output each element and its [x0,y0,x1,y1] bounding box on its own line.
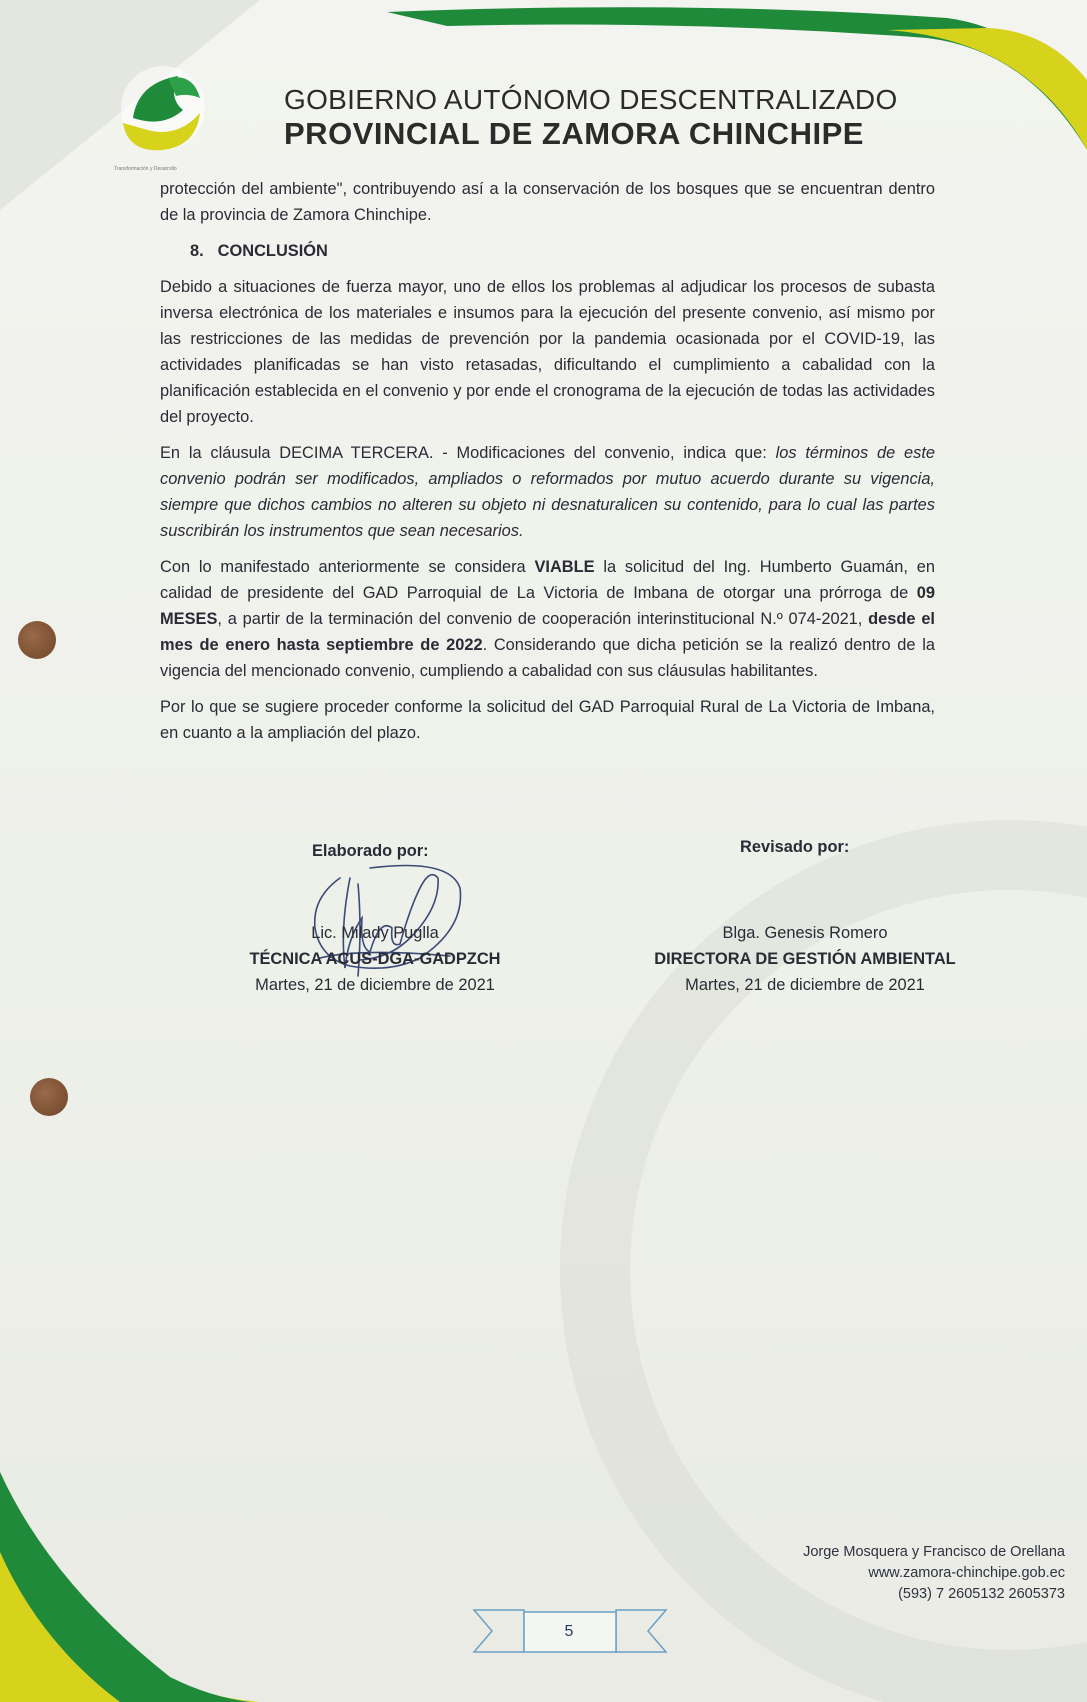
signer-name-right: Blga. Genesis Romero [722,924,888,942]
letterhead-line1: GOBIERNO AUTÓNOMO DESCENTRALIZADO [284,84,898,115]
footer-website: www.zamora-chinchipe.gob.ec [868,1565,1065,1581]
punch-hole-bottom [30,1078,68,1116]
section-number: 8. [190,242,204,260]
intro-paragraph: protección del ambiente", contribuyendo así a la conservación de los bosques que se encuentran dentro de la provincia de Zamora Chinchipe. [160,180,935,224]
section-heading [190,238,935,264]
p3-text-g: . Considerando que dicha petición se la realizó dentro de la vigencia del mencionado convenio, cumpliendo a cabalidad con sus cláusulas habilitantes. [160,636,935,680]
p3-text-c: la solicitud del Ing. Humberto Guamán, en calidad de presidente del GAD Parroquial de La Victoria de Imbana de otorgar una prórroga de [160,558,935,602]
logo-tagline: Transformación y Desarrollo [114,166,177,172]
letterhead-title [284,84,1004,152]
p3-text-e: , a partir de la terminación del convenio de cooperación interinstitucional N.º 074-2021, [217,610,869,628]
letterhead-line2: PROVINCIAL DE ZAMORA CHINCHIPE [284,116,864,151]
document-body [160,176,935,756]
signer-role-left: TÉCNICA ACUS-DGA-GADPZCH [249,950,501,968]
footer-phone: (593) 7 2605132 2605373 [898,1586,1065,1602]
paragraph-2 [160,440,935,544]
footer-swoosh [0,1472,260,1702]
paragraph-2-text: En la cláusula DECIMA TERCERA. - Modificaciones del convenio, indica que: [160,444,776,462]
paragraph-1: Debido a situaciones de fuerza mayor, uno de ellos los problemas al adjudicar los procesos de subasta inversa electrónica de los materiales e insumos para la ejecución del presente convenio, así mismo por las restricciones de las medidas de prevención por la pandemia ocasionada por el COVID-19, las actividades planificadas se han visto retasadas, dificultando el cumplimiento a cabalidad con la planificación establecida en el convenio y por ende el cronograma de la ejecución de todas las actividades del proyecto. [160,278,935,426]
reviewed-by-label: Revisado por: [740,838,850,856]
signer-date-right: Martes, 21 de diciembre de 2021 [685,976,925,994]
p3-text-a: Con lo manifestado anteriormente se considera [160,558,535,576]
footer-address: Jorge Mosquera y Francisco de Orellana [803,1544,1065,1560]
paragraph-3 [160,554,935,684]
signature-block-left [220,920,530,998]
paragraph-4: Por lo que se sugiere proceder conforme la solicitud del GAD Parroquial Rural de La Victoria de Imbana, en cuanto a la ampliación del plazo. [160,698,935,742]
footer-contact [803,1542,1065,1605]
elaborated-by-label: Elaborado por: [312,842,429,860]
p3-viable: VIABLE [534,558,595,576]
section-title: CONCLUSIÓN [217,242,328,260]
signature-block-right [630,920,980,998]
p3-period: desde el mes de enero hasta septiembre de 2022 [160,610,935,654]
page-number: 5 [564,1623,574,1640]
punch-hole-top [18,621,56,659]
p3-months: 09 MESES [160,584,935,628]
signer-date-left: Martes, 21 de diciembre de 2021 [255,976,495,994]
signer-name-left: Lic. Milady Puglla [311,924,439,942]
signer-role-right: DIRECTORA DE GESTIÓN AMBIENTAL [654,950,956,968]
provincial-logo [108,58,218,168]
paragraph-2-quote: los términos de este convenio podrán ser modificados, ampliados o reformados por mutuo acuerdo durante su vigencia, siempre que dichos cambios no alteren su objeto ni desnaturalicen su contenido, para lo cual las partes suscribirán los instrumentos que sean necesarios. [160,444,935,540]
